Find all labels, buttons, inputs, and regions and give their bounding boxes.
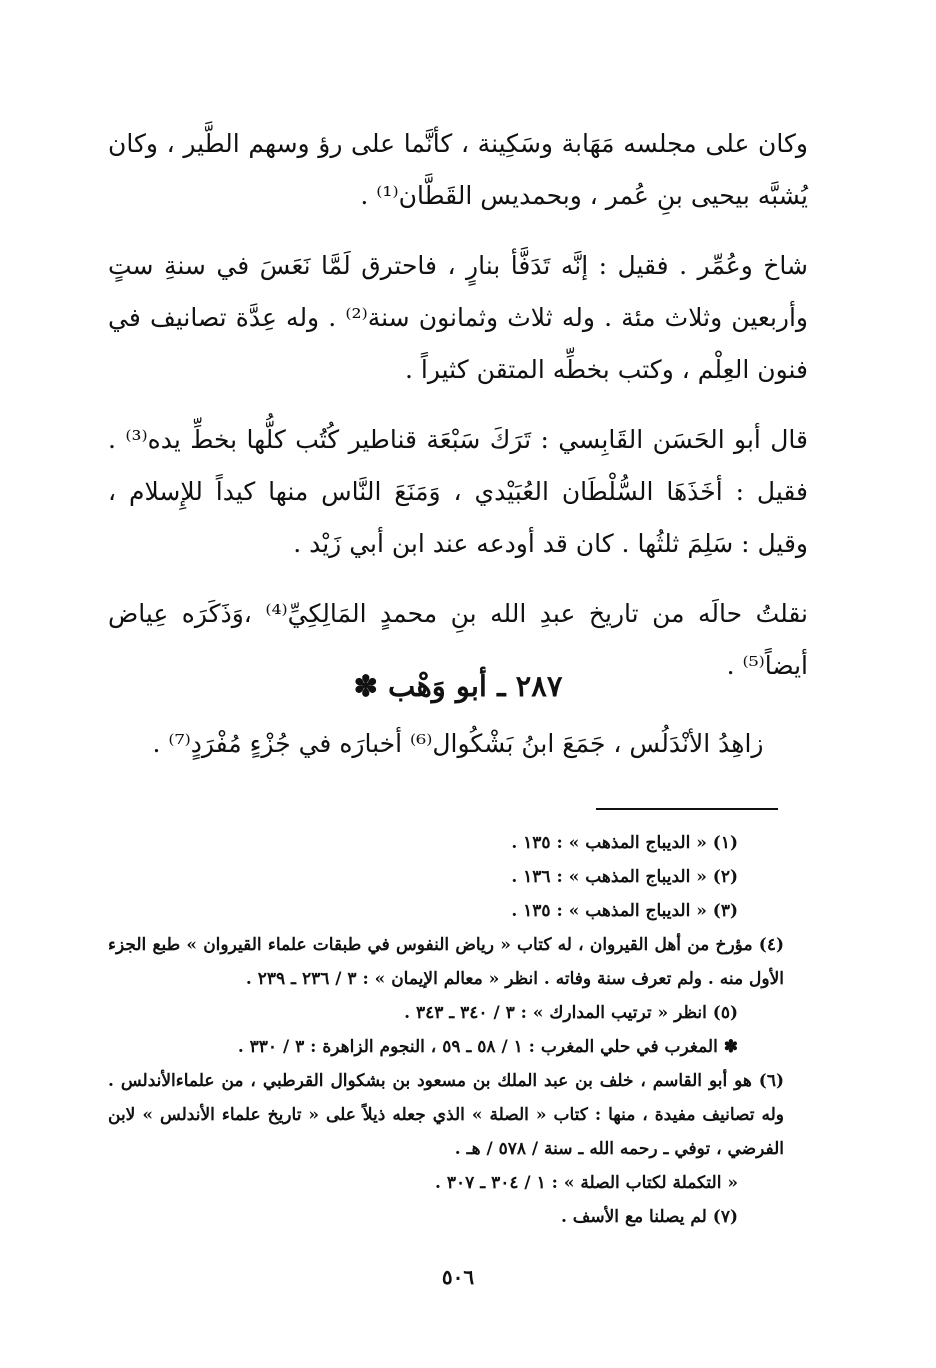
footnote: (٤) مؤرخ من أهل القيروان ، له كتاب « رياض النفوس في طبقات علماء القيروان » طبع الجزء الأول منه . ولم تعرف سنة وفاته . انظر « معالم الإيمان » : ٣ / ٢٣٦ ـ ٢٣٩ . xyxy=(108,935,784,989)
footnote: (٥) انظر « ترتيب المدارك » : ٣ / ٣٤٠ ـ ٣٤٣ . xyxy=(404,1003,738,1023)
footnote: (١) « الديباج المذهب » : ١٣٥ . xyxy=(511,833,738,853)
main-text xyxy=(108,118,808,710)
footnote: (٢) « الديباج المذهب » : ١٣٦ . xyxy=(511,867,738,887)
footnote: ✽ المغرب في حلي المغرب : ١ / ٥٨ ـ ٥٩ ، النجوم الزاهرة : ٣ / ٣٣٠ . xyxy=(237,1037,738,1057)
entry-heading: ٢٨٧ ـ أبو وَهْب ✽ xyxy=(353,669,563,703)
paragraph: قال أبو الحَسَن القَابِسي : تَرَكَ سَبْعَة قناطير كُتُب كلُّها بخطِّ يده⁽³⁾ . فقيل : أخَذَهَا السُّلْطَان العُبَيْدي ، وَمَنَعَ النَّاس منها كيداً للإِسلام ، وقيل : سَلِمَ ثلثُها . كان قد أودعه عند ابن أبي زَيْد . xyxy=(108,425,808,558)
footnote: (٦) هو أبو القاسم ، خلف بن عبد الملك بن مسعود بن بشكوال القرطبي ، من علماءالأندلس . وله تصانيف مفيدة ، منها : كتاب « الصلة » الذي جعله ذيلاً على « تاريخ علماء الأندلس » لابن الفرضي ، توفي ـ رحمه الله ـ سنة / ٥٧٨ / هـ . xyxy=(108,1071,784,1159)
paragraph: نقلتُ حالَه من تاريخ عبدِ الله بنِ محمدٍ المَالِكِيِّ⁽⁴⁾ ،وَذَكَرَه عِياض أيضاً⁽⁵⁾ . xyxy=(108,599,809,680)
footnote: (٣) « الديباج المذهب » : ١٣٥ . xyxy=(511,901,738,921)
footnote: (٧) لم يصلنا مع الأسف . xyxy=(560,1207,738,1227)
footnote: « التكملة لكتاب الصلة » : ١ / ٣٠٤ ـ ٣٠٧ . xyxy=(435,1173,738,1193)
paragraph: شاخ وعُمِّر . فقيل : إنَّه تَدَفَّأ بنارٍ ، فاحترق لَمَّا نَعَسَ في سنةِ ستٍ وأربعين وثلاث مئة . وله ثلاث وثمانون سنة⁽²⁾ . وله عِدَّة تصانيف في فنون العِلْم ، وكتب بخطِّه المتقن كثيراً . xyxy=(108,251,808,384)
footnotes xyxy=(108,826,784,1234)
footnote-divider xyxy=(596,808,778,810)
entry-text: زاهِدُ الأنْدَلُس ، جَمَعَ ابنُ بَشْكُوال⁽⁶⁾ أخبارَه في جُزْءٍ مُفْرَدٍ⁽⁷⁾ . xyxy=(152,729,764,758)
paragraph: وكان على مجلسه مَهَابة وسَكِينة ، كأنَّما على رؤ وسهم الطَّير ، وكان يُشبَّه بيحيى بنِ عُمر ، وبحمديس القَطَّان⁽¹⁾ . xyxy=(108,129,808,210)
page-number: ٥٠٦ xyxy=(441,1265,475,1289)
